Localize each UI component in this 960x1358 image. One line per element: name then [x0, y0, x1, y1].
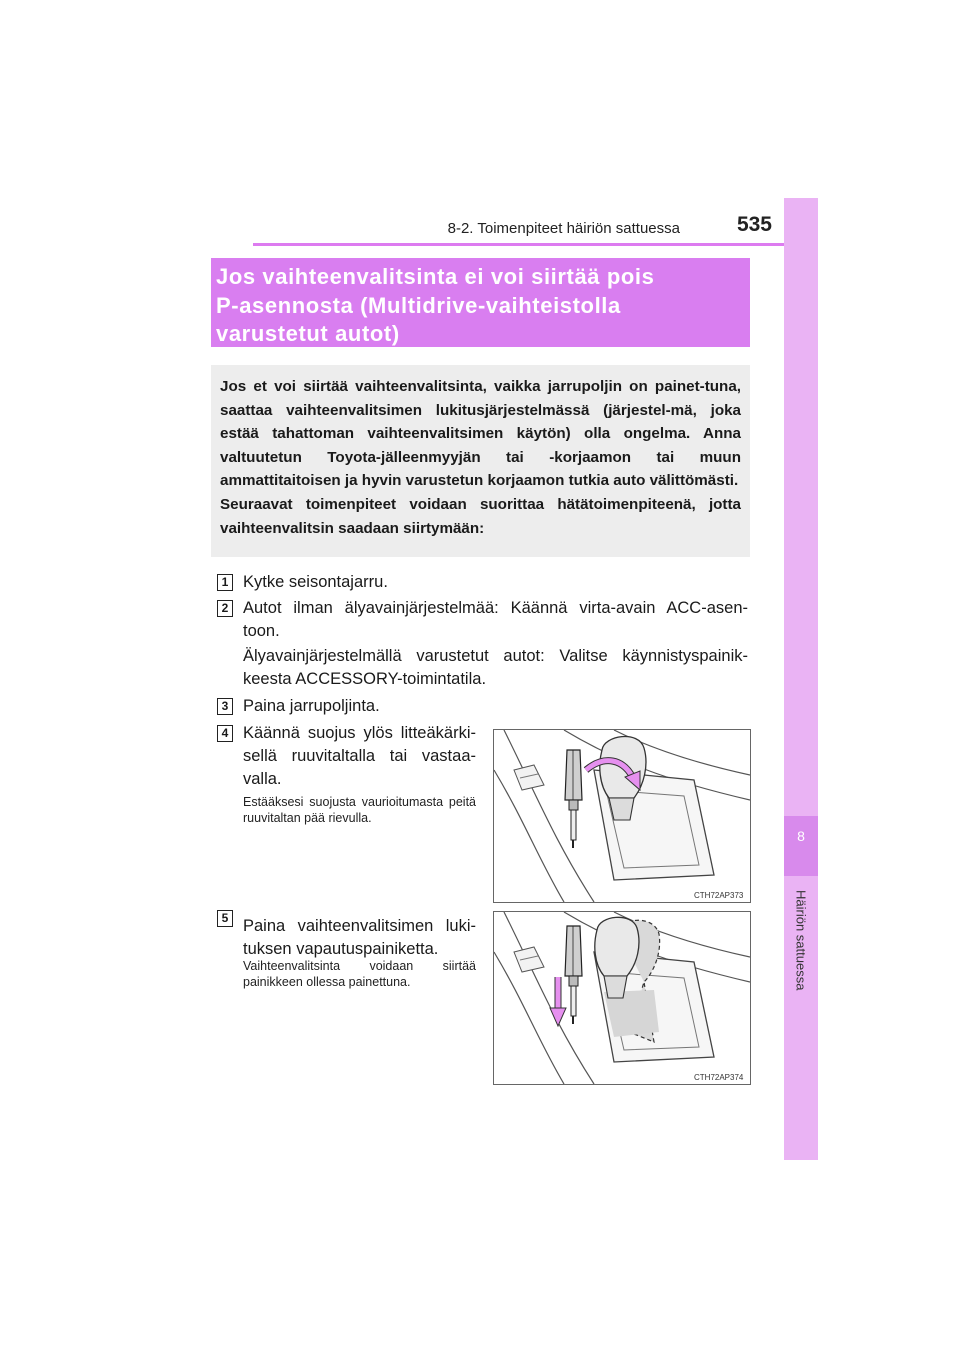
step-4-note: Estääksesi suojusta vaurioitumasta peitä ruuvitaltan pää rievulla.	[243, 795, 476, 825]
figure-code-4: CTH72AP373	[694, 891, 744, 900]
step-badge-4: 4	[217, 725, 233, 742]
figure-code-5: CTH72AP374	[694, 1073, 744, 1082]
section-header: 8-2. Toimenpiteet häiriön sattuessa	[447, 220, 680, 237]
step-badge-3: 3	[217, 698, 233, 715]
illustration-step-4	[493, 729, 751, 903]
intro-text-2: Seuraavat toimenpiteet voidaan suorittaa hätätoimenpiteenä, jotta vaihteenvalitsin saadaan siirtymään:	[220, 495, 741, 537]
step-3-text: Paina jarrupoljinta.	[243, 697, 380, 715]
step-badge-1: 1	[217, 574, 233, 591]
page-title: Jos vaihteenvalitsinta ei voi siirtää pois P-asennosta (Multidrive-vaihteistolla varustetut autot)	[216, 264, 655, 346]
chapter-tab-box[interactable]	[784, 816, 818, 876]
step-1-text: Kytke seisontajarru.	[243, 573, 388, 591]
step-2-text-2: Älyavainjärjestelmällä varustetut autot: Valitse käynnistyspainik-keesta ACCESSORY-toimintatila.	[243, 647, 748, 688]
step-5-text: Paina vaihteenvalitsimen luki-tuksen vapautuspainiketta.	[243, 917, 476, 958]
intro-paragraph	[220, 375, 741, 540]
chapter-label: Häiriön sattuessa	[793, 890, 809, 991]
step-badge-5: 5	[217, 910, 233, 927]
lock-release-button-figure	[494, 912, 750, 1084]
chapter-number: 8	[797, 828, 805, 844]
step-5-note: Vaihteenvalitsinta voidaan siirtää painikkeen ollessa painettuna.	[243, 959, 476, 989]
header-rule	[253, 243, 818, 246]
illustration-step-5	[493, 911, 751, 1085]
step-2-text: Autot ilman älyavainjärjestelmää: Käännä virta-avain ACC-asen-toon.	[243, 599, 748, 640]
step-badge-2: 2	[217, 600, 233, 617]
intro-box	[211, 365, 750, 557]
page-number: 535	[736, 213, 772, 236]
step-4-text: Käännä suojus ylös litteäkärki-sellä ruuvitaltalla tai vastaa-valla.	[243, 724, 476, 788]
shift-lever-cover-figure	[494, 730, 750, 902]
title-banner	[211, 258, 750, 347]
intro-text: Jos et voi siirtää vaihteenvalitsinta, vaikka jarrupoljin on painet-tuna, saattaa vaihteenvalitsimen lukitusjärjestelmässä (järjestel-mä, joka estää tahattoman vaihteenvalitsimen käytön) olla ongelma. Anna valtuutetun Toyota-jälleenmyyjän tai -korjaamon tai muun ammattitaitoisen ja hyvin varustetun korjaamon tutkia auto välittömästi.	[220, 378, 741, 490]
